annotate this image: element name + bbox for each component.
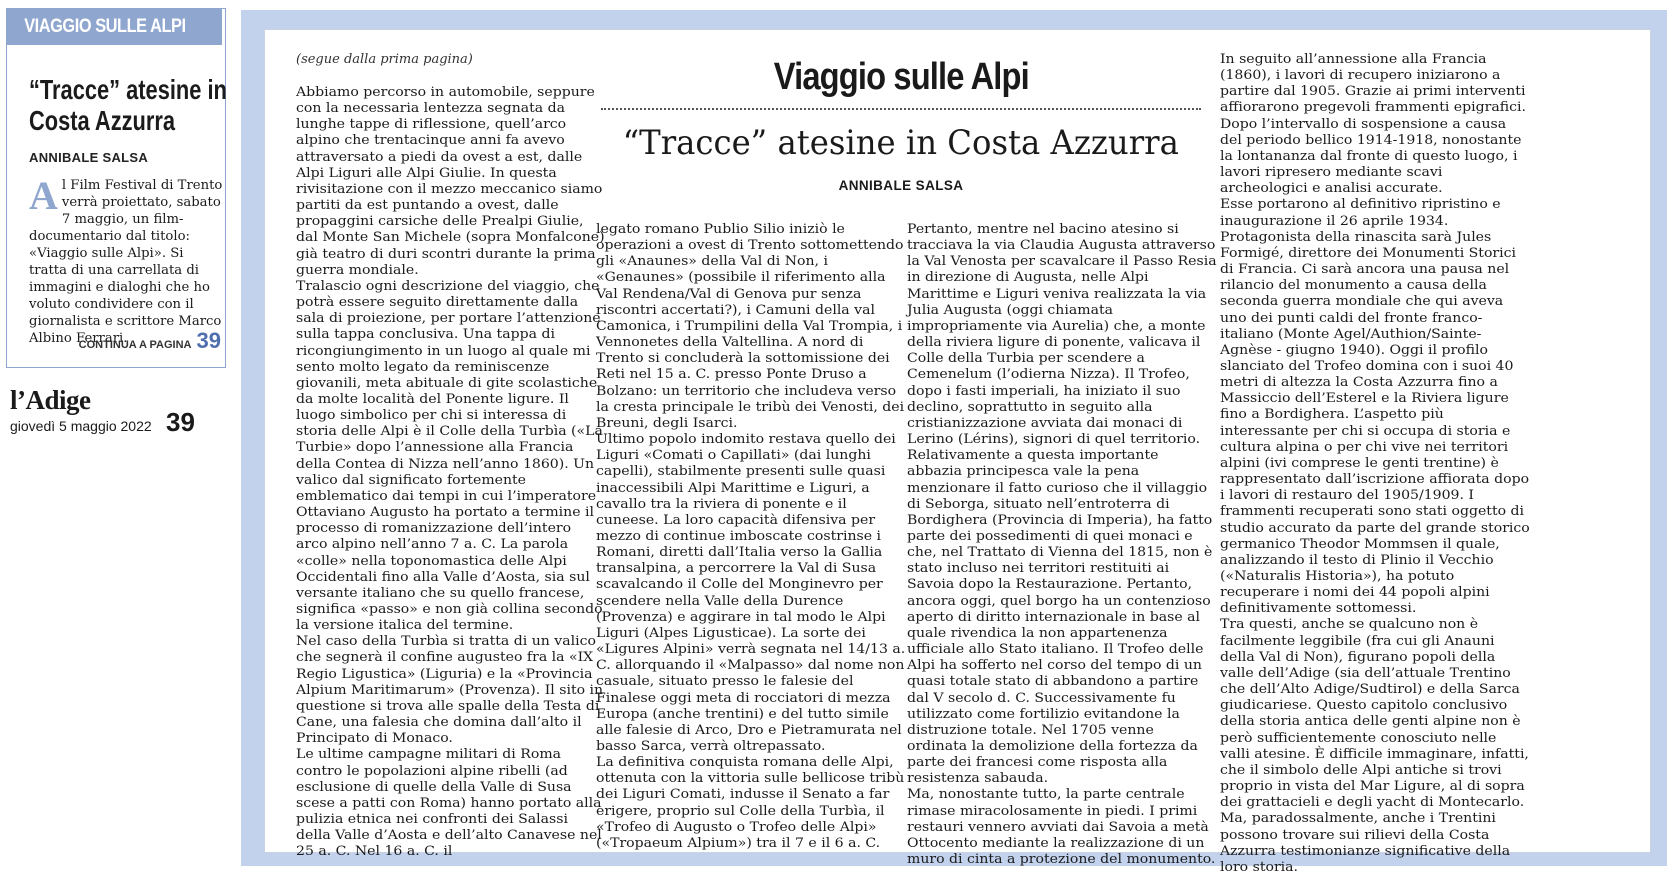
paragraph: Pertanto, mentre nel bacino atesino si tracciava la via Claudia Augusta attraverso la Val Venosta per scavalcare il Passo Resia in direzione di Augusta, nelle Alpi Marittime e Liguri veniva realizzata la via Julia Augusta (oggi chiamata impropriamente via Aurelia) che, a monte della riviera ligure di ponente, valicava il Colle della Turbia per scendere a Cemenelum (l’odierna Nizza). Il Trofeo, dopo i fasti imperiali, ha iniziato il suo declino, soprattutto in seguito alla cristianizzazione avviata dai monaci di Lerino (Lérins), signori di quel territorio. — [907, 222, 1217, 448]
continue-reference[interactable] — [79, 328, 221, 354]
paragraph: In seguito all’annessione alla Francia (1860), i lavori di recupero iniziarono a partire dal 1905. Grazie ai primi interventi affiorarono pregevoli frammenti epigrafici. Dopo l’intervallo di sospensione a causa del periodo bellico 1914-1918, nonostante la lontananza dal fronte di questo luogo, i lavori ripresero mediante scavi archeologici e analisi accurate. — [1220, 52, 1526, 197]
article-header — [596, 52, 1206, 193]
issue-date: giovedì 5 maggio 2022 — [10, 418, 152, 434]
paragraph: Abbiamo percorso in automobile, seppure con la necessaria lentezza segnata da lunghe tappe di riflessione, quell’arco alpino che trentacinque anni fa avevo attraversato a piedi da ovest a est, dalle Alpi Liguri alle Alpi Giulie. In questa rivisitazione con il mezzo meccanico siamo partiti da est puntando a ovest, dalle propaggini carsiche delle Prealpi Giulie, dal Monte San Michele (sopra Monfalcone) già teatro di duri scontri durante la prima guerra mondiale. — [296, 85, 605, 278]
paragraph: Tralascio ogni descrizione del viaggio, che potrà essere seguito direttamente dalla sala di proiezione, per portare l’attenzione sulla tappa conclusiva. Una tappa di ricongiungimento in un luogo al quale mi sento molto legato da reminiscenze giovanili, meta abituale di gite scolastiche da molte località del Ponente ligure. Il luogo simbolico per chi si interessa di storia delle Alpi è il Colle della Turbìa («La Turbie» dopo l’annessione alla Francia della Contea di Nizza nell’anno 1860). Un valico dal significato fortemente emblematico dai tempi in cui l’imperatore Ottaviano Augusto ha portato a termine il processo di romanizzazione dell’intero arco alpino nell’anno 7 a. C. La parola «colle» nella toponomastica delle Alpi Occidentali fino alla Valle d’Aosta, sia sul versante italiano che su quello francese, significa «passo» e non già collina secondo la versione italica del termine. — [296, 278, 603, 634]
continue-page-number: 39 — [196, 328, 221, 353]
newspaper-name: l’Adige — [10, 385, 91, 415]
article-overtitle: Viaggio sulle Alpi — [773, 56, 1029, 98]
teaser-author: ANNIBALE SALSA — [29, 150, 149, 165]
paragraph: Tra questi, anche se qualcuno non è facilmente leggibile (fra cui gli Anauni della Val di Non), figurano popoli della valle dell’Adige (sia dell’attuale Trentino che dell’Alto Adige/Sudtirol) e della Sarca giudicariese. Questo capitolo conclusivo della storia antica delle genti alpine non è però sufficientemente conosciuto nelle valli atesine. È difficile immaginare, infatti, che il simbolo delle Alpi antiche si trovi proprio in vista del Mar Ligure, al di sopra dei grattacieli e degli yacht di Montecarlo. Ma, paradossalmente, anche i Trentini possono trovare sui rilievi della Costa Azzurra testimonianze significative della loro storia. — [1220, 617, 1529, 875]
continued-note: (segue dalla prima pagina) — [296, 52, 473, 67]
text-column-2 — [596, 222, 906, 852]
page-number: 39 — [166, 407, 195, 437]
teaser-dropcap: A — [29, 173, 58, 218]
paragraph: Ultimo popolo indomito restava quello dei Liguri «Comati o Capillati» (dai lunghi capelli), stabilmente presenti sulle quasi inaccessibili Alpi Marittime e Liguri, a cavallo tra la riviera di ponente e il cuneese. La loro capacità difensiva per mezzo di continue imboscate costrinse i Romani, diretti dall’Italia verso la Gallia transalpina, a percorrere la Val di Susa scavalcando il Colle del Monginevro per scendere nella Valle della Durence (Provenza) e aggirare in tal modo le Alpi Liguri (Alpes Ligusticae). La sorte dei «Ligures Alpini» verrà segnata nel 14/13 a. C. allorquando il «Malpasso» dal nome non casuale, situato presso le falesie del Finalese oggi meta di rocciatori di mezza Europa (anche trentini) e del tutto simile alle falesie di Arco, Dro e Pietramurata nel basso Sarca, verrà oltrepassato. — [596, 432, 906, 754]
text-column-3 — [907, 222, 1217, 868]
text-column-4 — [1220, 52, 1530, 876]
article-page — [264, 29, 1651, 875]
paragraph: Ma, nonostante tutto, la parte centrale rimase miracolosamente in piedi. I primi restauri vennero avviati dai Savoia a metà Ottocento mediante la realizzazione di un muro di cinta a protezione del monumento. — [907, 787, 1216, 868]
teaser-body-text: l Film Festival di Trento verrà proiettato, sabato 7 maggio, un film-documentario dal titolo: «Viaggio sulle Alpi». Si tratta di una carrellata di immagini e dialoghi che ho voluto condividere con il giornalista e scrittore Marco Albino Ferrari. — [29, 178, 223, 346]
article-byline: ANNIBALE SALSA — [838, 178, 964, 193]
paragraph: Esse portarono al definitivo ripristino e inaugurazione il 26 aprile 1934. Protagonista della rinascita sarà Jules Formigé, direttore dei Monumenti Storici di Francia. Ci sarà ancora una pausa nel rilancio del monumento a causa della seconda guerra mondiale che qui aveva uno dei punti caldi del fronte franco-italiano (Monte Agel/Authion/Sainte-Agnèse - giugno 1940). Oggi il profilo slanciato del Trofeo domina con i suoi 40 metri di altezza la Costa Azzurra fino a Massiccio dell’Esterel e la Riviera ligure fino a Bordighera. L’aspetto più interessante per chi si occupa di storia e cultura alpina o per chi vive nei territori alpini (ivi comprese le genti trentine) è rappresentato dall’iscrizione affiorata dopo i lavori di restauro del 1905/1909. I frammenti recuperati sono stati oggetto di studio accurato da parte del grande storico germanico Theodor Mommsen il quale, analizzando il testo di Plinio il Vecchio («Naturalis Historia»), ha potuto recuperare i nomi dei 44 popoli alpini definitivamente sottomessi. — [1220, 197, 1530, 617]
continue-label: CONTINUA A PAGINA — [78, 339, 192, 351]
front-page-teaser — [6, 8, 226, 368]
paragraph: Le ultime campagne militari di Roma contro le popolazioni alpine ribelli (ad esclusione di quelle della Valle di Susa scese a patti con Roma) hanno portato alla pulizia etnica nei confronti dei Salassi della Valle d’Aosta e dell’alto Canavese nel 25 a. C. Nel 16 a. C. il — [296, 747, 602, 860]
paragraph: Nel caso della Turbìa si tratta di un valico che segnerà il confine augusteo fra la «IX Regio Ligustica» (Liguria) e la «Provincia Alpium Maritimarum» (Provenza). Il sito in questione si trova alle spalle della Testa di Cane, una falesia che domina dall’alto il Principato di Monaco. — [296, 634, 604, 747]
paragraph: La definitiva conquista romana delle Alpi, ottenuta con la vittoria sulle bellicose tribù dei Liguri Comati, indusse il Senato a far erigere, proprio sul Colle della Turbìa, il «Trofeo di Augusto o Trofeo delle Alpi» («Tropaeum Alpium») tra il 7 e il 6 a. C. — [596, 755, 905, 851]
paragraph: Relativamente a questa importante abbazia principesca vale la pena menzionare il fatto curioso che il villaggio di Seborga, situato nell’entroterra di Bordighera (Provincia di Imperia), ha fatto parte dei possedimenti di quei monaci e che, nel Trattato di Vienna del 1815, non è stato incluso nei territori restituiti ai Savoia dopo la Restaurazione. Pertanto, ancora oggi, quel borgo ha un contenzioso aperto di diritto internazionale in base al quale rivendica la non appartenenza ufficiale allo Stato italiano. Il Trofeo delle Alpi ha sofferto nel corso del tempo di un quasi totale stato di abbandono a partire dal V secolo d. C. Successivamente fu utilizzato come fortilizio evitandone la distruzione totale. Nel 1705 venne ordinata la demolizione della fortezza da parte dei francesi come risposta alla resistenza sabauda. — [907, 448, 1213, 787]
teaser-body — [29, 173, 224, 347]
masthead — [10, 385, 230, 437]
teaser-kicker: VIAGGIO SULLE ALPI — [7, 9, 222, 45]
teaser-title: “Tracce” atesine in Costa Azzurra — [29, 74, 227, 136]
paragraph: legato romano Publio Silio iniziò le operazioni a ovest di Trento sottomettendo gli «Anaunes» della Val di Non, i «Genaunes» (possibile il riferimento alla Val Rendena/Val di Genova pur senza riscontri accertati?), i Camuni della val Camonica, i Trumpilini della Val Trompia, i Vennonetes della Valtellina. A nord di Trento si concluderà la sottomissione dei Reti nel 15 a. C. presso Ponte Druso a Bolzano: un territorio che includeva verso la cresta principale le tribù dei Venosti, dei Breuni, degli Isarci. — [596, 222, 905, 431]
text-column-1 — [296, 85, 606, 861]
dotted-divider — [601, 108, 1201, 110]
article-headline: “Tracce” atesine in Costa Azzurra — [622, 123, 1180, 163]
